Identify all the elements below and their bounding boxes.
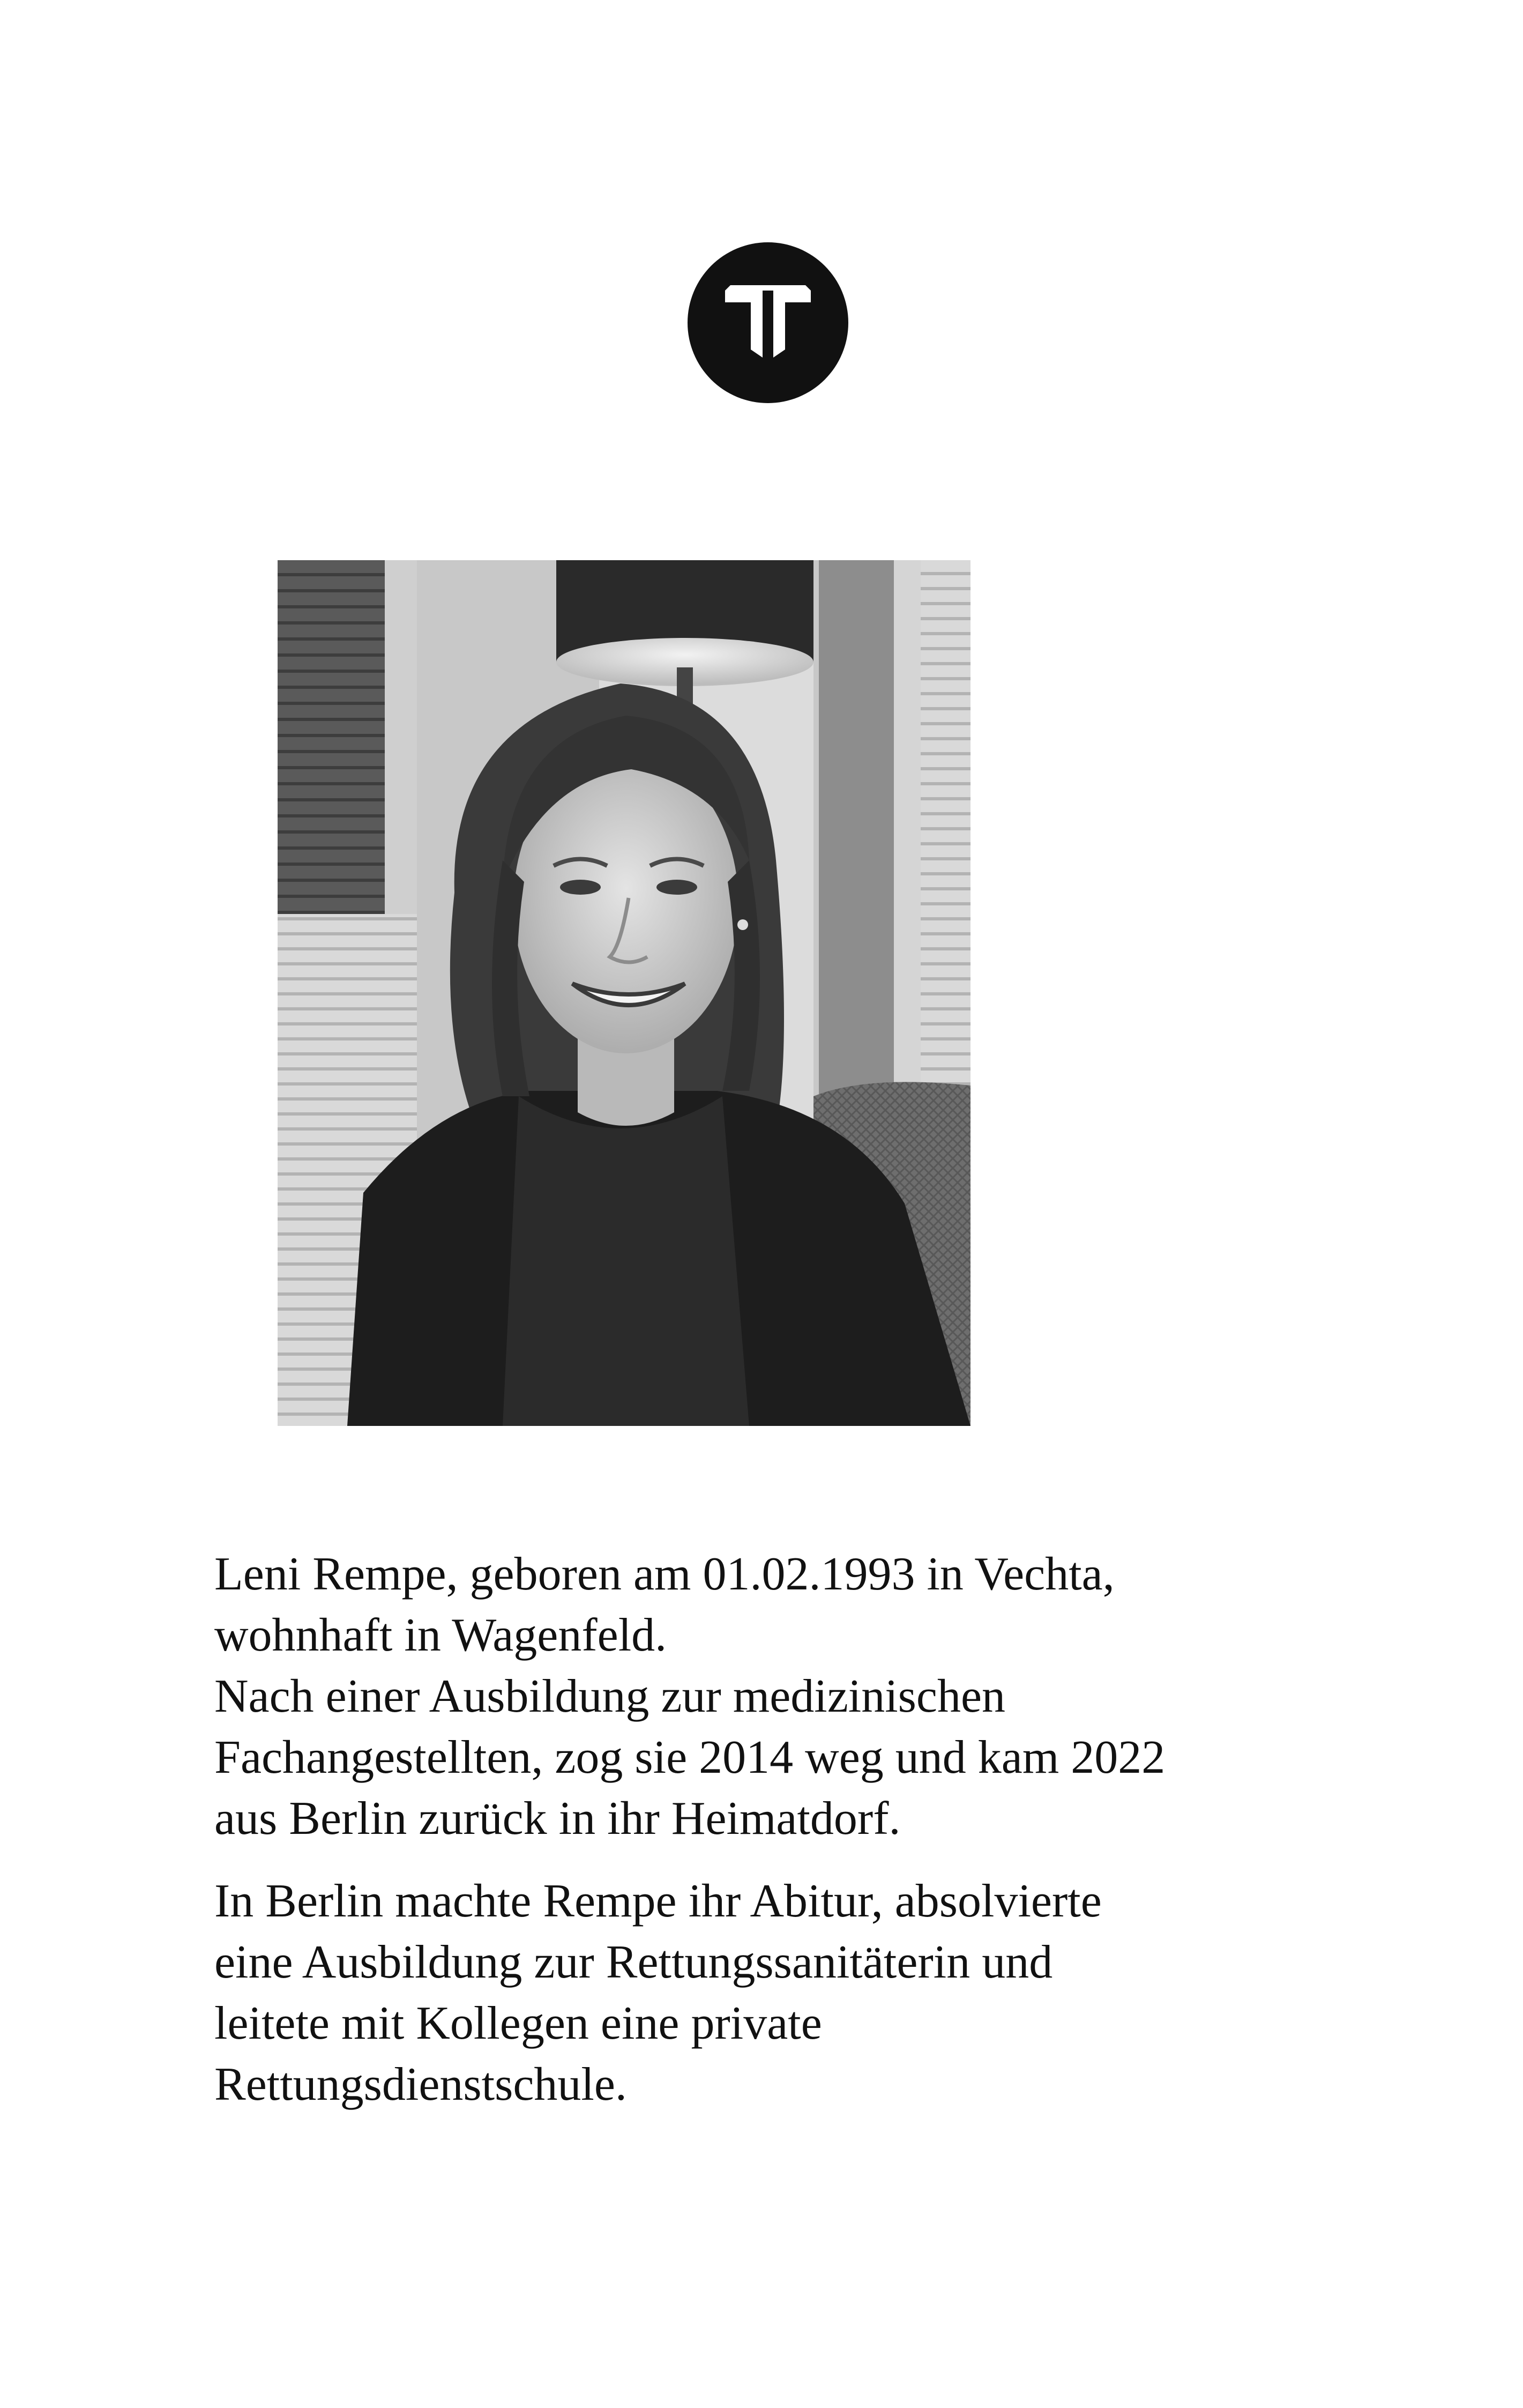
- bio-line: wohnhaft in Wagenfeld.: [214, 1609, 667, 1661]
- bio-line: leitete mit Kollegen eine private: [214, 1997, 822, 2049]
- bio-line: aus Berlin zurück in ihr Heimatdorf.: [214, 1793, 901, 1845]
- bio-line: Nach einer Ausbildung zur medizinischen: [214, 1670, 1006, 1722]
- biography-paragraph-2: [214, 1871, 1340, 2115]
- bio-line: eine Ausbildung zur Rettungssanitäterin und: [214, 1936, 1053, 1988]
- publisher-logo-icon: [688, 242, 848, 403]
- bio-line: Leni Rempe, geboren am 01.02.1993 in Vechta,: [214, 1548, 1115, 1600]
- bio-line: Fachangestellten, zog sie 2014 weg und kam 2022: [214, 1731, 1166, 1783]
- bio-line: In Berlin machte Rempe ihr Abitur, absolvierte: [214, 1875, 1102, 1927]
- author-biography: [214, 1544, 1340, 2115]
- biography-paragraph-1: [214, 1544, 1340, 1849]
- author-portrait-photo: [278, 560, 970, 1426]
- bio-line: Rettungsdienstschule.: [214, 2058, 627, 2110]
